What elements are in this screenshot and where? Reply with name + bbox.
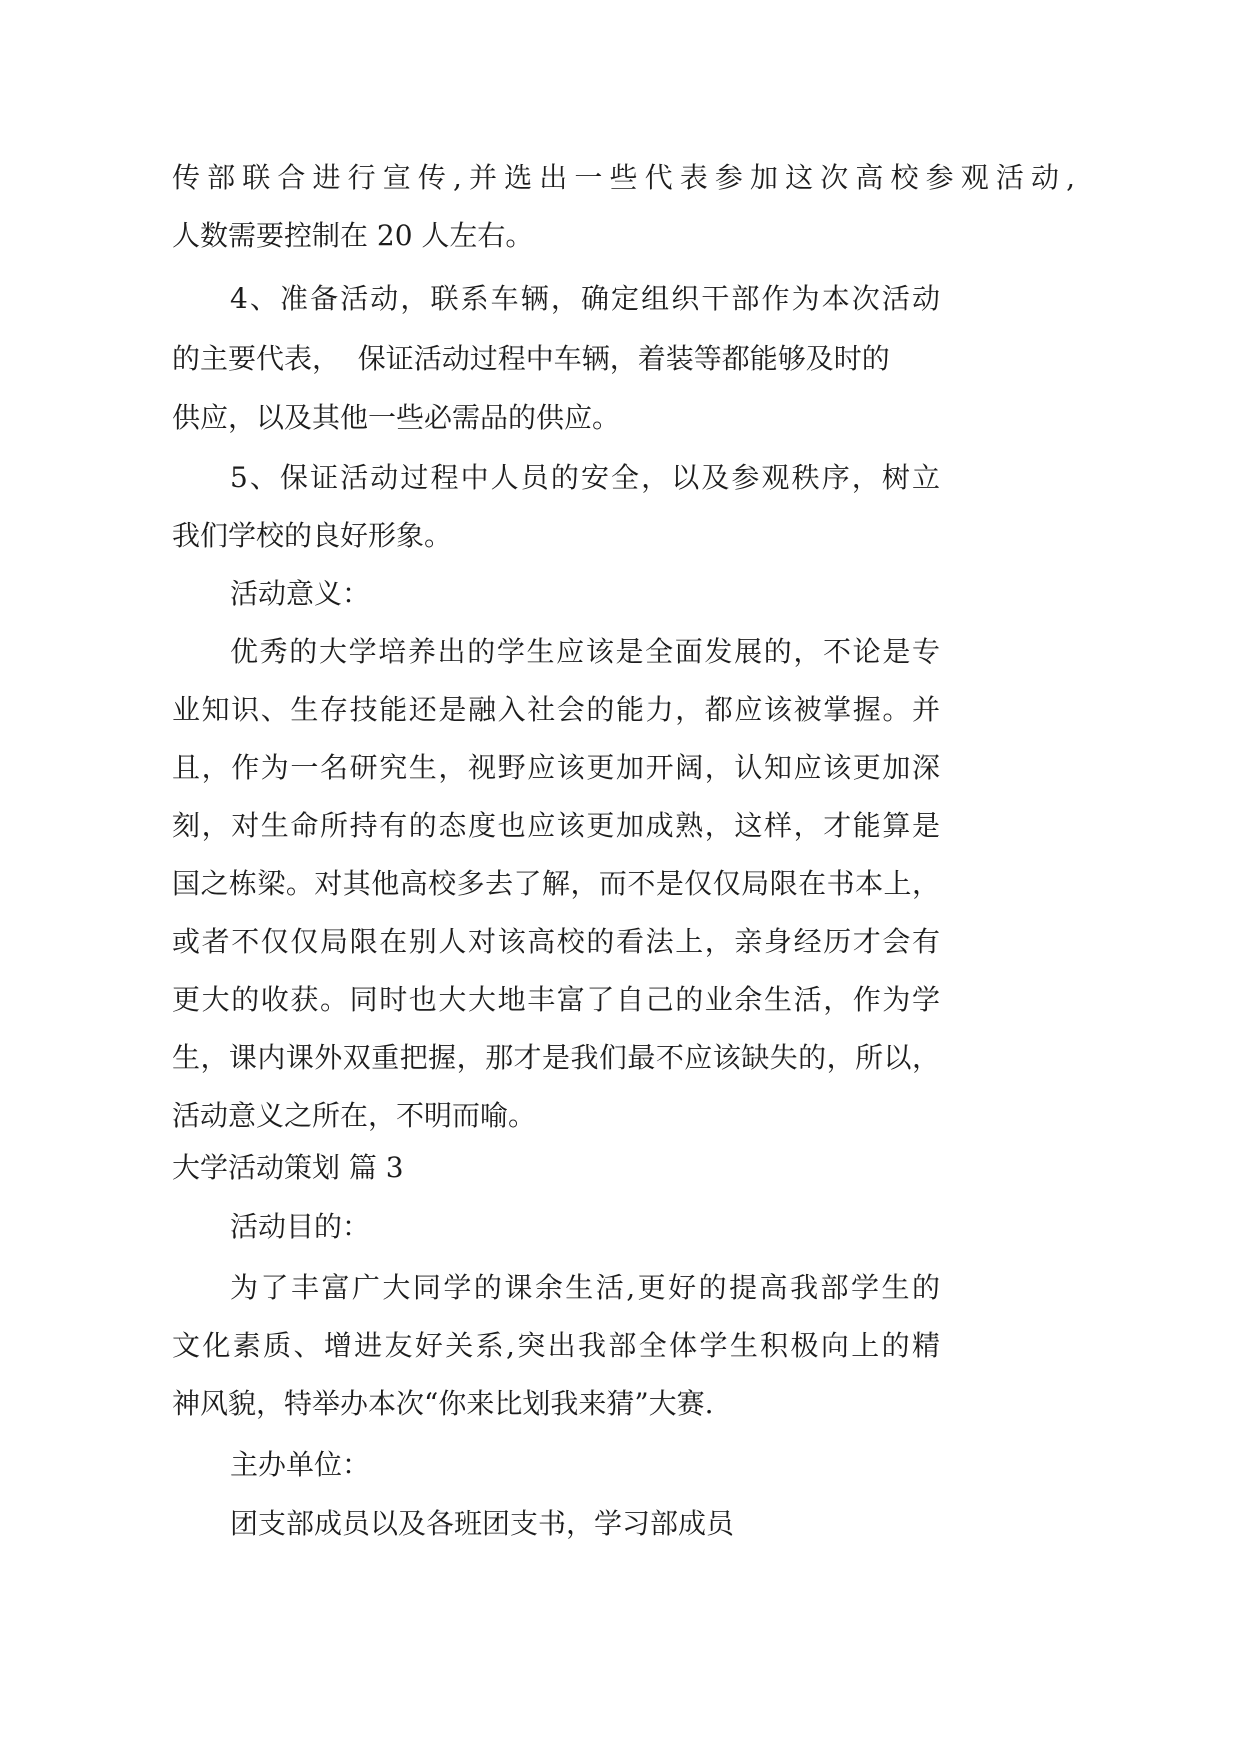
significance-line: 更大的收获。同时也大大地丰富了自己的业余生活，作为学	[172, 983, 940, 1016]
significance-line: 或者不仅仅局限在别人对该高校的看法上，亲身经历才会有	[172, 925, 940, 958]
list-item-5-line: 我们学校的良好形象。	[172, 519, 453, 552]
significance-line: 生，课内课外双重把握，那才是我们最不应该缺失的，所以，	[172, 1041, 940, 1074]
list-item-4-line: 供应，以及其他一些必需品的供应。	[172, 401, 621, 434]
purpose-heading: 活动目的：	[230, 1210, 371, 1243]
purpose-line: 神风貌，特举办本次“你来比划我来猜”大赛.	[172, 1387, 714, 1420]
list-item-4-line: 4、准备活动，联系车辆，确定组织干部作为本次活动	[230, 282, 940, 315]
significance-line: 业知识、生存技能还是融入社会的能力，都应该被掌握。并	[172, 693, 940, 726]
organizer-line: 团支部成员以及各班团支书，学习部成员	[230, 1507, 735, 1540]
list-item-4-line: 的主要代表， 保证活动过程中车辆，着装等都能够及时的	[172, 342, 890, 375]
significance-heading: 活动意义：	[230, 577, 371, 610]
organizer-heading: 主办单位：	[230, 1448, 371, 1481]
significance-line: 活动意义之所在，不明而喻。	[172, 1099, 537, 1132]
paragraph-line: 传部联合进行宣传,并选出一些代表参加这次高校参观活动,	[172, 161, 1075, 194]
purpose-line: 文化素质、增进友好关系,突出我部全体学生积极向上的精	[172, 1329, 940, 1362]
list-item-5-line: 5、保证活动过程中人员的安全，以及参观秩序，树立	[230, 461, 940, 494]
purpose-line: 为了丰富广大同学的课余生活,更好的提高我部学生的	[230, 1271, 940, 1304]
paragraph-line: 人数需要控制在 20 人左右。	[172, 219, 534, 252]
significance-line: 刻，对生命所持有的态度也应该更加成熟，这样，才能算是	[172, 809, 940, 842]
significance-line: 优秀的大学培养出的学生应该是全面发展的，不论是专	[230, 635, 940, 668]
section-title: 大学活动策划 篇 3	[172, 1151, 404, 1184]
significance-line: 且，作为一名研究生，视野应该更加开阔，认知应该更加深	[172, 751, 940, 784]
significance-line: 国之栋梁。对其他高校多去了解，而不是仅仅局限在书本上，	[172, 867, 940, 900]
